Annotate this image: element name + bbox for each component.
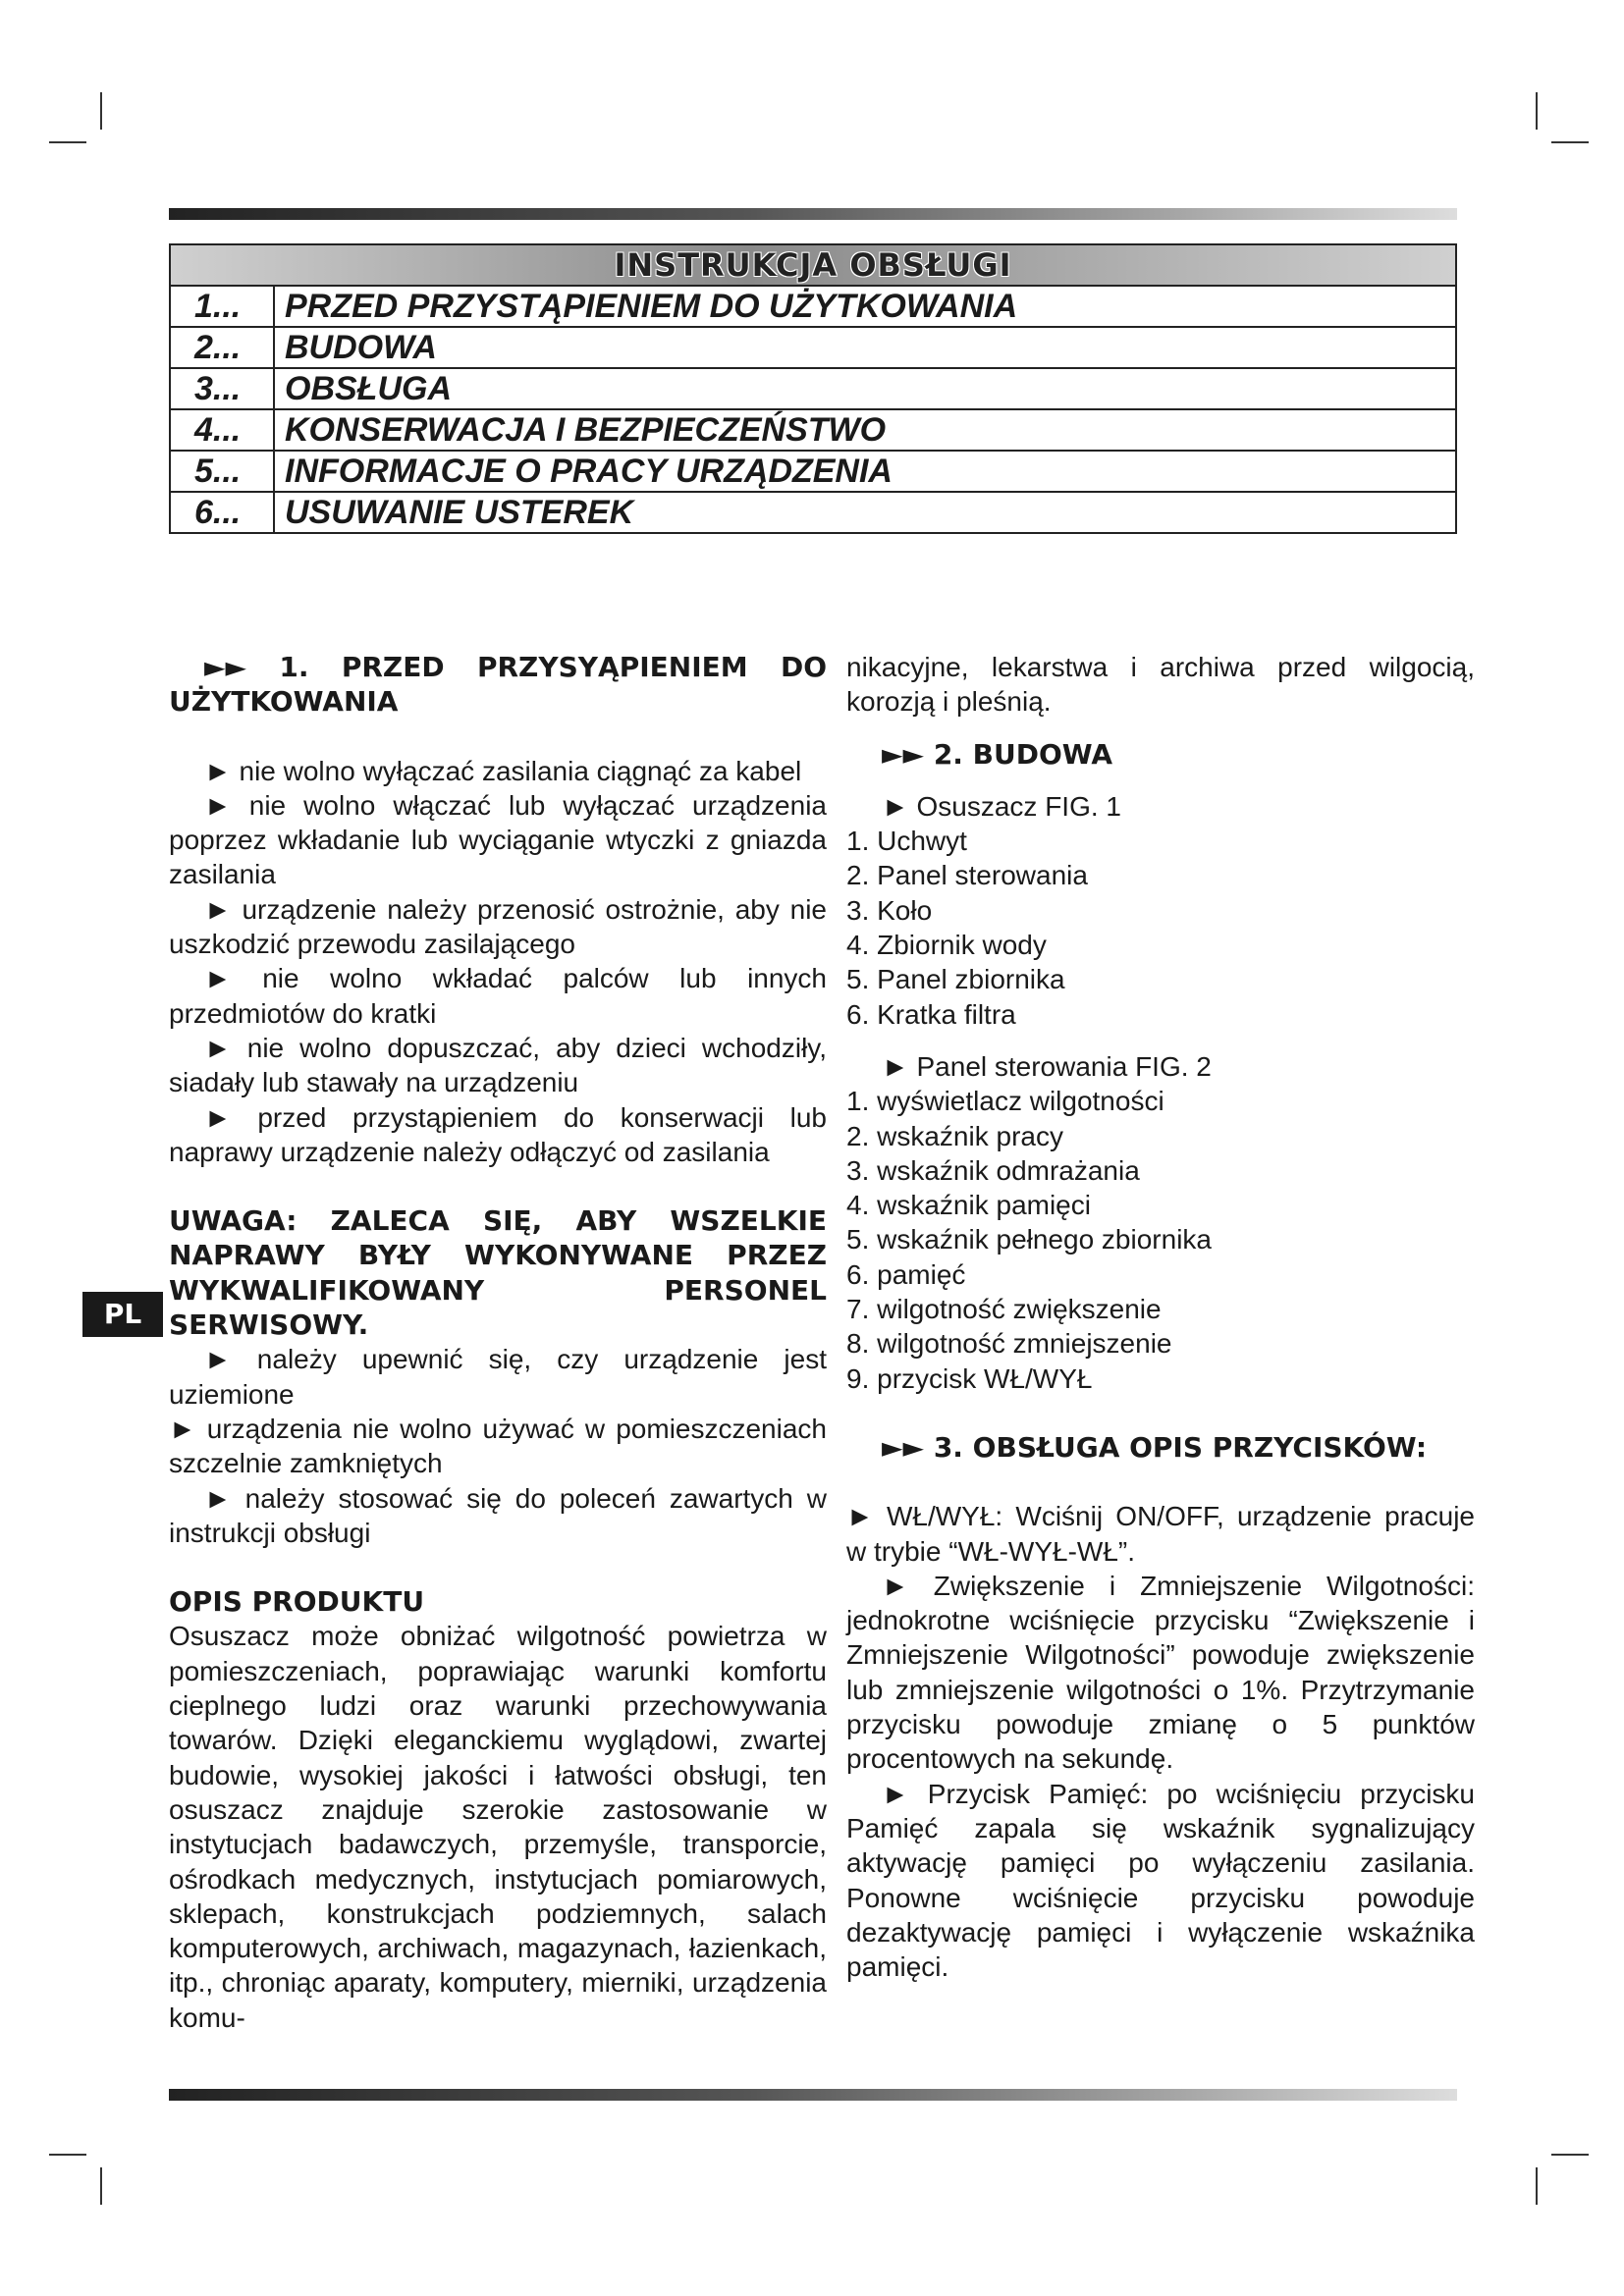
list-item: ► nie wolno dopuszczać, aby dzieci wchodziły, siadały lub stawały na urządzeniu	[169, 1032, 827, 1098]
list-item: 7. wilgotność zwiększenie	[846, 1294, 1162, 1325]
toc-num: 3...	[170, 368, 274, 409]
paragraph: ► Przycisk Pamięć: po wciśnięciu przycisku Pamięć zapala się wskaźnik sygnalizujący aktywację pamięci po wyłączeniu zasilania. Ponowne wciśnięcie przycisku powoduje dezaktywację pamięci i wyłączenie wskaźnika pamięci.	[846, 1778, 1475, 1983]
list-item: 4. Zbiornik wody	[846, 930, 1047, 961]
warning-text: UWAGA: ZALECA SIĘ, ABY WSZELKIE NAPRAWY BYŁY WYKONYWANE PRZEZ WYKWALIFIKOWANY PERSONEL SERWISOWY.	[169, 1204, 827, 1342]
section-heading: ►► 3. OBSŁUGA OPIS PRZYCISKÓW:	[882, 1430, 1428, 1464]
section-heading: ►► 2. BUDOWA	[882, 737, 1113, 771]
product-description-cont: nikacyjne, lekarstwa i archiwa przed wilgocią, korozją i pleśnią.	[846, 652, 1475, 718]
right-column	[846, 650, 1475, 1984]
list-item: ► należy stosować się do poleceń zawartych w instrukcji obsługi	[169, 1482, 827, 1548]
toc-label: PRZED PRZYSTĄPIENIEM DO UŻYTKOWANIA	[274, 286, 1456, 327]
section-heading: OPIS PRODUKTU	[169, 1585, 425, 1619]
toc-label: USUWANIE USTEREK	[274, 492, 1456, 533]
list-item: 1. Uchwyt	[846, 826, 967, 857]
toc-num: 6...	[170, 492, 274, 533]
list-item: ► urządzenie należy przenosić ostrożnie, aby nie uszkodzić przewodu zasilającego	[169, 893, 827, 960]
toc-num: 5...	[170, 451, 274, 492]
list-item: ► urządzenia nie wolno używać w pomieszczeniach szczelnie zamkniętych	[169, 1413, 827, 1479]
toc-label: OBSŁUGA	[274, 368, 1456, 409]
list-item: 2. wskaźnik pracy	[846, 1120, 1063, 1151]
toc-row	[170, 492, 1456, 533]
paragraph: ► Zwiększenie i Zmniejszenie Wilgotności: jednokrotne wciśnięcie przycisku “Zwiększenie i Zmniejszenie Wilgotności” powoduje zwiększenie lub zmniejszenie wilgotności o 1%. Przytrzymanie przycisku powoduje zmianę o 5 punktów procentowych na sekundę.	[846, 1570, 1475, 1775]
toc-num: 4...	[170, 409, 274, 451]
top-gradient-bar	[169, 208, 1457, 220]
toc-label: BUDOWA	[274, 327, 1456, 368]
list-item: 2. Panel sterowania	[846, 860, 1088, 891]
list-item: ► należy upewnić się, czy urządzenie jest uziemione	[169, 1344, 827, 1410]
crop-mark	[1551, 141, 1589, 143]
list-item: 4. wskaźnik pamięci	[846, 1190, 1091, 1221]
crop-mark	[100, 92, 102, 130]
fig1-title: ► Osuszacz FIG. 1	[882, 790, 1121, 822]
toc-num: 1...	[170, 286, 274, 327]
list-item: 3. wskaźnik odmrażania	[846, 1154, 1140, 1186]
list-item: 1. wyświetlacz wilgotności	[846, 1086, 1164, 1117]
crop-mark	[100, 2167, 102, 2205]
list-item: ► nie wolno włączać lub wyłączać urządzenia poprzez wkładanie lub wyciąganie wtyczki z gniazda zasilania	[169, 789, 827, 890]
toc-label: INFORMACJE O PRACY URZĄDZENIA	[274, 451, 1456, 492]
section-heading: ►► 1. PRZED PRZYSYĄPIENIEM DO UŻYTKOWANIA	[169, 651, 827, 719]
list-item: 5. wskaźnik pełnego zbiornika	[846, 1224, 1212, 1255]
list-item: ► przed przystąpieniem do konserwacji lub naprawy urządzenie należy odłączyć od zasilania	[169, 1101, 827, 1167]
list-item: 6. Kratka filtra	[846, 998, 1016, 1030]
toc-row	[170, 368, 1456, 409]
crop-mark	[49, 2154, 86, 2156]
list-item: ► nie wolno wkładać palców lub innych przedmiotów do kratki	[169, 963, 827, 1029]
left-column	[169, 650, 827, 2035]
toc-row	[170, 286, 1456, 327]
language-tab: PL	[82, 1292, 163, 1337]
table-of-contents	[169, 243, 1457, 534]
toc-label: KONSERWACJA I BEZPIECZEŃSTWO	[274, 409, 1456, 451]
list-item: 8. wilgotność zmniejszenie	[846, 1328, 1172, 1360]
list-item: 6. pamięć	[846, 1258, 966, 1290]
toc-num: 2...	[170, 327, 274, 368]
list-item: ► nie wolno wyłączać zasilania ciągnąć za kabel	[204, 755, 802, 786]
crop-mark	[49, 141, 86, 143]
fig2-title: ► Panel sterowania FIG. 2	[882, 1050, 1212, 1082]
list-item: 9. przycisk WŁ/WYŁ	[846, 1362, 1093, 1394]
bottom-gradient-bar	[169, 2089, 1457, 2101]
product-description: Osuszacz może obniżać wilgotność powietrza w pomieszczeniach, poprawiając warunki komfortu cieplnego ludzi oraz warunki przechowywania towarów. Dzięki eleganckiemu wyglądowi, zwartej budowie, wysokiej jakości i łatwości obsługi, ten osuszacz znajduje szerokie zastosowanie w instytucjach badawczych, przemyśle, transporcie, ośrodkach medycznych, instytucjach pomiarowych, sklepach, konstrukcjach podziemnych, salach komputerowych, archiwach, magazynach, łazienkach, itp., chroniąc aparaty, komputery, mierniki, urządzenia komu-	[169, 1621, 827, 2033]
list-item: 5. Panel zbiornika	[846, 964, 1065, 995]
crop-mark	[1536, 92, 1538, 130]
list-item: 3. Koło	[846, 894, 933, 926]
crop-mark	[1536, 2167, 1538, 2205]
crop-mark	[1551, 2154, 1589, 2156]
toc-row	[170, 409, 1456, 451]
toc-title: INSTRUKCJA OBSŁUGI	[170, 244, 1456, 286]
toc-row	[170, 451, 1456, 492]
toc-row	[170, 327, 1456, 368]
paragraph: ► WŁ/WYŁ: Wciśnij ON/OFF, urządzenie pracuje w trybie “WŁ-WYŁ-WŁ”.	[846, 1501, 1475, 1567]
